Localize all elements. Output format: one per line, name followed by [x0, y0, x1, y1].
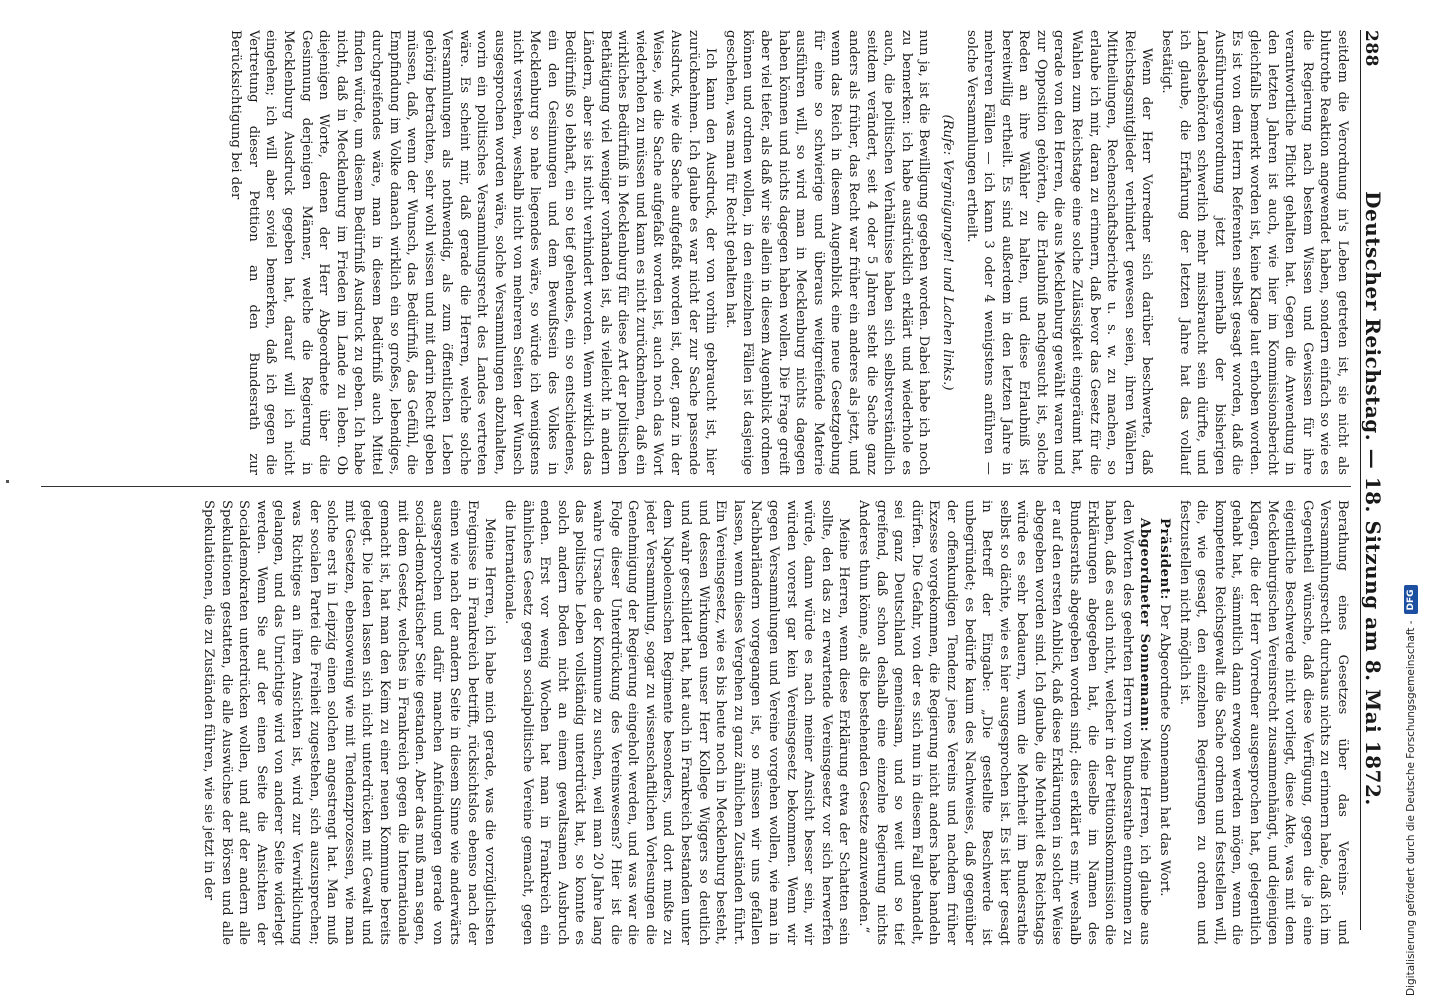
dfg-logo: DFG: [1404, 585, 1418, 614]
page-header: [1360, 30, 1403, 930]
left-paragraph-1: seitdem die Verordnung in's Leben getreten ist, sie nicht als blutrothe Reaktion angewendet haben, sondern einfach so wie es die Regierung nach bestem Wissen und Gewissen für ihre verantwortliche Pflicht gehalten hat. Gegen die Anwendung in den letzten Jahren ist auch, wie hier im Kommissionsbericht gleichfalls bemerkt worden ist, keine Klage laut erhoben worden. Es ist von dem Herrn Referenten selbst gesagt worden, daß die Ausführungsverordnung jetzt innerhalb der bisherigen Landesbehörden schwerlich mehr missbraucht sein dürfte, und ich glaube, die Erfahrung der letzten Jahre hat das vollauf bestätigt.: [1159, 30, 1350, 475]
header-title: [1361, 67, 1385, 930]
header-right-title: Sitzung am 8. Mai 1872.: [1361, 520, 1385, 806]
speaker-sonnemann: Abgeordneter Sonnemann:: [1137, 518, 1153, 733]
left-paragraph-4: nun ja, ist die Bewilligung gegeben worden. Dabei habe ich noch zu bemerken: ich habe ausdrücklich erklärt und wiederhole es auch, die politischen Verhältnisse haben sich selbstverständlich seitdem verändert, seit 4 oder 5 Jahren steht die Sache ganz anders als früher, das Recht war früher ein anderes als jetzt, und wenn das Reich in diesem Augenblick eine neue Gesetzgebung für eine so schwierige und überaus weitgreifende Materie ausführen will, so wird man in Mecklenburg nichts dagegen haben können und nichts dagegen haben wollen. Die Frage greift aber viel tiefer, als daß wir sie allein in diesem Augenblick ordnen können und ordnen wollen, in den einzelnen Fällen ist dasjenige geschehen, was man für Recht gehalten hat.: [722, 30, 932, 475]
right-paragraph-1: Berathung eines Gesetzes über das Vereins- und Versammlungsrecht durchaus nichts zu erinnern habe, daß ich im Gegentheil wünsche, daß diese Verfügung, gegen die ja eine eigentliche Beschwerde nicht vorliegt, diese Akte, was mit dem Mecklenburgischen Vereinsrecht zusammenhängt, und diejenigen Klagen, die der Herr Vorredner ausgesprochen hat, gelegentlich gehabt hat, sämmtlich dann erwogen werden mögen, wenn die kompetente Reichsgewalt die Sache ordnen und feststellen will, die, wie gesagt, den einzelnen Regierungen zu ordnen und festzustellen nicht möglich ist.: [1176, 500, 1350, 945]
scan-speck: [6, 480, 9, 483]
page-number: 288: [1361, 30, 1381, 67]
rotated-page: [21, 0, 1421, 950]
speaker-president: Präsident:: [1157, 518, 1173, 601]
page-content: [21, 0, 1421, 950]
left-interjection: (Rufe: Vergnügungen! und Lachen links.): [939, 114, 955, 391]
digitization-credit: [1404, 585, 1418, 996]
column-divider: [41, 486, 1351, 487]
credit-text: Digitalisierung gefördert durch die Deutsche Forschungsgemeinschaft -: [1405, 620, 1417, 996]
right-paragraph-2: [1155, 500, 1173, 945]
right-paragraph-3: [854, 500, 1153, 945]
header-left-title: Deutscher Reichstag.: [1361, 191, 1385, 442]
right-paragraph-4: Meine Herren, wenn diese Erklärung etwa der Schatten sein sollte, den das zu erwartende Vereinsgesetz vor sich herwerfen würde, dann würde es nach meiner Ansicht besser sein, wir würden vorerst gar kein Vereinsgesetz bekommen. Wenn wir gegen Versammlungen und Vereine vorgehen wollen, wie man in Nachbarländern vorgegangen ist, so müssen wir uns gefallen lassen, wenn dieses Vergehen zu ganz ähnlichen Zuständen führt. Ein Vereinsgesetz, wie es bis heute noch in Mecklenburg besteht, und dessen Wirkungen unser Herr Kollege Wiggers so deutlich und wahr geschildert hat, hat auch in Frankreich bestanden unter dem Napoleonischen Regimente besonders, und dort mußte zu jeder Versammlung, sogar zu wissenschaftlichen Vorlesungen die Genehmigung der Regierung eingeholt werden, und was war die Folge dieser Unterdrückung des Vereinswesens? Hier ist die wahre Ursache der Kommune zu suchen, weil man 20 Jahre lang das politische Leben vollständig unterdrückt hat, so konnte es solch andern Boden nicht an einem gewaltsamen Ausbruch enden. Erst vor wenig Wochen hat man in Frankreich ein ähnliches Gesetz gegen socialpolitische Vereine gemacht, gegen die Internationale.: [502, 500, 852, 945]
left-paragraph-5: Ich kann den Ausdruck, der von vorhin gebraucht ist, hier zurücknehmen. Ich glaube es war nicht der zur Sache passende Ausdruck, wie die Sache aufgefaßt worden ist, oder, ganz in der Weise, wie die Sache aufgefaßt worden ist, auch noch das Wort wiederholen zu müssen und kann es nicht zurücknehmen, daß ein wirkliches Bedürfniß in Mecklenburg für diese Art der politischen Bethätigung viel weniger vorhanden ist, als vielleicht in andern Ländern, aber sie ist nicht verhindert worden. Wenn wirklich das Bedürfniß so lebhaft, ein so tief gehendes, ein so entschiedenes, ein den Gesinnungen und dem Bewußtsein des Volkes in Mecklenburg so nahe liegendes wäre, so würde ich wenigstens nicht verstehen, weshalb nicht von mehreren Seiten der Wunsch ausgesprochen worden wäre, solche Versammlungen abzuhalten, worin ein politisches Versammlungsrecht des Landes vertreten wäre. Es scheint mir, daß gerade die Herren, welche solche Versammlungen als nothwendig, als zum öffentlichen Leben gehörig betrachten, sehr wohl wissen und mit darin Recht geben müssen, daß, wenn der Wunsch, das Bedürfniß, das Gefühl, die Empfindung im Volke danach wirklich ein so großes, lebendiges, durchgreifendes wäre, man in diesem Bedürfniß auch Mittel finden würde, um diesem Bedürfniß Ausdruck zu geben. Ich habe nicht, daß in Mecklenburg im Frieden im Lande zu leben. Ob diejenigen Worte, denen der Herr Abgeordnete über die Gesinnung derjenigen Männer, welche die Regierung in Mecklenburg Ausdruck gegeben hat, darauf will ich nicht eingehen; ich will aber soviel bemerken, daß ich gegen die Vertretung dieser Petition an den Bundesrath zur Berücksichtigung bei der: [228, 30, 719, 475]
header-separator: — 18.: [1361, 448, 1385, 513]
president-text: Der Abgeordnete Sonnemann hat das Wort.: [1157, 604, 1173, 897]
right-column: [41, 500, 1351, 945]
text-columns: [41, 30, 1351, 945]
left-paragraph-2: Wenn der Herr Vorredner sich darüber beschwerte, daß Reichstagsmitglieder verhindert gewesen seien, ihren Wählern Mittheilungen, Rechenschaftsberichte u. s. w. zu machen, so erlaube ich mir, daran zu erinnern, daß bevor das Gesetz für die Wahlen zum Reichstage eine solche Zulässigkeit eingeräumt hat, gerade von den Herren, die aus Mecklenburg gewählt waren und zur Opposition gehörten, die Erlaubniß nachgesucht ist, solche Reden an ihre Wähler zu halten, und diese Erlaubniß ist bereitwillig ertheilt. Es sind außerdem in den letzten Jahre in mehreren Fällen — ich kann 3 oder 4 wenigstens anführen — solche Versammlungen ertheilt.: [963, 30, 1155, 475]
sonnemann-text: Meine Herren, ich glaube aus den Worten des geehrten Herrn vom Bundesrathe entnommen zu haben, daß es auch nicht, welcher in der Petitionskommission die Erklärungen abgegeben hat, die dieselbe im Namen des Bundesraths abgegeben worden sind; dies erklärt es mir, weshalb er auf den ersten Anblick, daß diese Erklärungen in solcher Weise abgegeben worden sind. Ich glaube, die Mehrheit des Reichstags würde es sehr bedauern, wenn die Mehrheit im Bundesrathe selbst so dächte, wie es hier ausgesprochen ist. Es ist hier gesagt in Betreff der Eingabe: „Die gestellte Beschwerde ist unbegründet; es bedürfe kaum des Nachweises, daß gegenüber der offenkundigen Tendenz jenes Vereins und nachdem früher Exzesse vorgekommen, die Regierung nicht anders habe handeln dürfen. Die Gefahr, von der es sich nun in diesem Fall gehandelt, sei ganz Deutschland gemeinsam, und so weit und so tief greifend, daß schon deshalb eine einzelne Regierung nichts Anderes thun könne, als die bestehenden Gesetze anzuwenden.“: [855, 500, 1153, 945]
right-paragraph-5: Meine Herren, ich habe mich gerade, was die vorzüglichsten Ereignisse in Frankreich betrifft, rücksichtslos ebenso nach der einen wie nach der andern Seite in diesem Sinne wie anderwärts ausgesprochen und dafür manchen Anfeindungen gerade von social-demokratischer Seite gestanden. Aber das muß man sagen, mit dem Gesetz, welches in Frankreich gegen die Internationale gemacht ist, hat man den Keim zu einer neuen Kommune bereits gelegt. Die Ideen lassen sich nicht unterdrücken mit Gewalt und mit Gesetzen, ebensowenig wie mit Tendenzprozessen, wie man solche erst in Leipzig einen solchen angestrengt hat. Man muß der socialen Partei die Freiheit zugestehen, sich auszusprechen; was Richtiges an ihren Ansichten ist, wird zur Verwirklichung gelangen, und das Unrichtige wird von anderer Seite widerlegt werden. Wenn Sie auf der einen Seite die Ansichten der Socialdemokraten unterdrücken wollen, und auf der andern alle Spekulationen gestatten, die alle Auswüchse der Börsen und alle Spekulationen, die zu Zuständen führen, wie sie jetzt in der: [201, 500, 498, 945]
left-column: [41, 30, 1351, 475]
